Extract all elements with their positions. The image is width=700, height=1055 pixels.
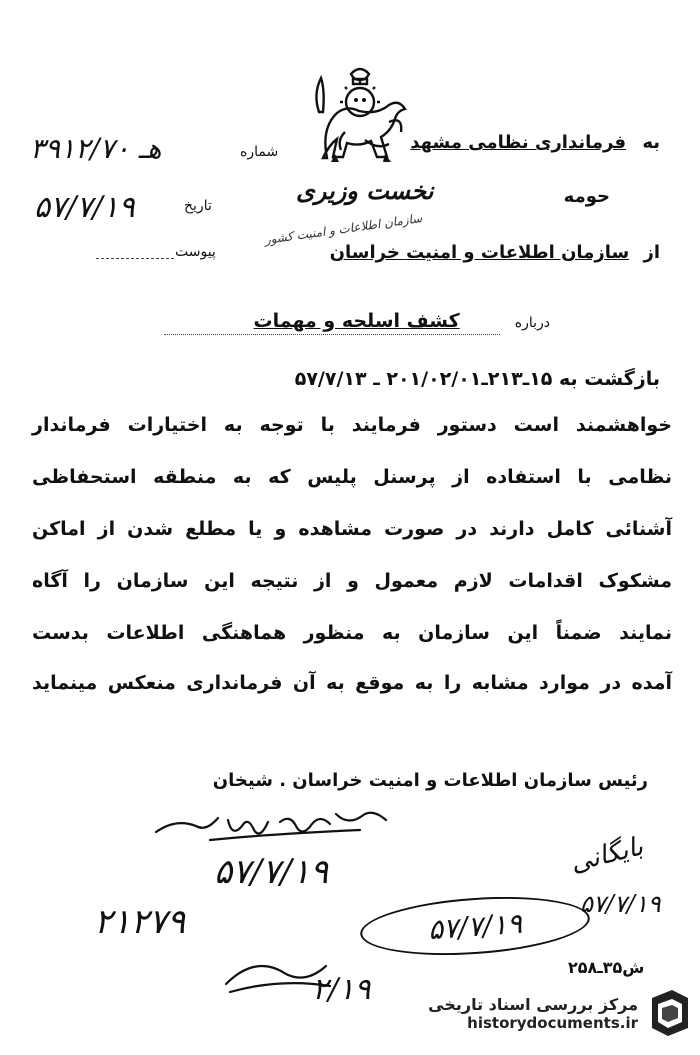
date-value: ۵۷/۷/۱۹ <box>34 190 135 225</box>
oval-stamp-text: ۵۷/۷/۱۹ <box>426 906 524 946</box>
archive-logo-icon <box>646 988 692 1038</box>
reference-line: بازگشت به ۱۵ـ۲۱۳ـ۲۰۱/۰۲/۰۱ ـ ۵۷/۷/۱۳ <box>294 368 660 390</box>
file-number-left: ۲۱۲۷۹ <box>94 902 186 942</box>
body-line-6: آمده در موارد مشابه را به موقع به آن فرمانداری منعکس مینماید <box>32 672 672 694</box>
ministry-line <box>564 186 610 207</box>
body-line-1: خواهشمند است دستور فرمایند با توجه به اختیارات فرماندار <box>32 414 672 436</box>
bottom-number: ۲/۱۹ <box>312 972 371 1007</box>
right-margin-date: ۵۷/۷/۱۹ <box>580 890 661 918</box>
recipient-label: به <box>642 132 660 153</box>
ministry-label: حومه <box>563 186 610 207</box>
number-label: شماره <box>240 144 279 160</box>
body-line-4: مشکوک اقدامات لازم معمول و از نتیجه این سازمان را آگاه <box>32 570 672 592</box>
right-margin-note: بایگانی <box>567 831 647 879</box>
watermark-url: historydocuments.ir <box>467 1013 638 1032</box>
watermark <box>428 988 692 1038</box>
sender-line <box>330 242 660 263</box>
signatory-title: رئیس سازمان اطلاعات و امنیت خراسان . شیخان <box>212 770 648 791</box>
handwritten-date: ۵۷/۷/۱۹ <box>214 852 329 892</box>
date-label: تاریخ <box>184 198 212 214</box>
attachment-line <box>96 258 174 259</box>
ministry-name: نخست وزیری <box>296 176 434 205</box>
body-line-2: نظامی با استفاده از پرسنل پلیس که به منطقه استحفاظی <box>32 466 672 488</box>
subject-label: درباره <box>514 315 550 331</box>
stamp-note: سازمان اطلاعات و امنیت کشور <box>263 211 424 247</box>
recipient-value: فرمانداری نظامی مشهد <box>410 132 627 153</box>
body-line-5: نمایند ضمناً این سازمان به منظور هماهنگی اطلاعات بدست <box>32 622 672 644</box>
bottom-scribble <box>220 948 400 998</box>
file-code: ش۳۵ـ۲۵۸ <box>568 958 645 977</box>
lion-and-sun-emblem <box>305 62 415 170</box>
recipient-line <box>410 132 660 153</box>
subject-value: کشف اسلحه و مهمات <box>164 310 500 335</box>
attachment-label: پیوست <box>175 244 216 260</box>
sender-value: سازمان اطلاعات و امنیت خراسان <box>329 242 630 263</box>
body-line-3: آشنائی کامل دارند در صورت مشاهده و یا مطلع شدن از اماکن <box>32 518 672 540</box>
number-value: ۳۹۱۲/۷۰ هـ <box>30 132 162 165</box>
watermark-title: مرکز بررسی اسناد تاریخی <box>428 994 638 1014</box>
sender-label: از <box>643 242 660 263</box>
subject-line <box>164 310 550 335</box>
signature-scribble <box>150 800 410 850</box>
